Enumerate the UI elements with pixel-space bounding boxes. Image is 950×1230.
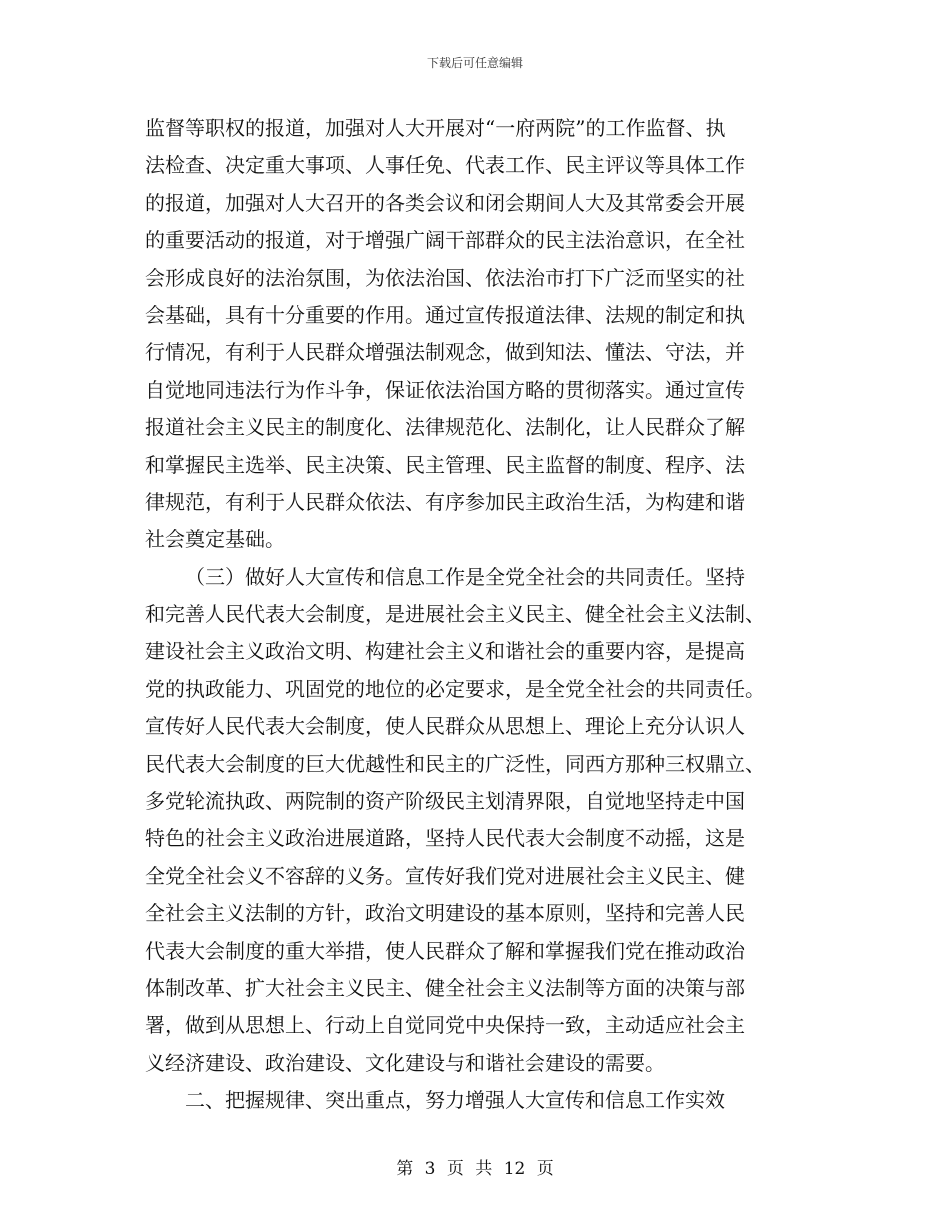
- text-line: 社会奠定基础。: [145, 527, 285, 552]
- text-line: 特色的社会主义政治进展道路，坚持人民代表大会制度不动摇，这是: [145, 826, 745, 851]
- text-line: 全党全社会义不容辞的义务。宣传好我们党对进展社会主义民主、健: [145, 863, 745, 888]
- text-line: 自觉地同违法行为作斗争，保证依法治国方略的贯彻落实。通过宣传: [145, 377, 745, 402]
- text-line: 党的执政能力、巩固党的地位的必定要求，是全党全社会的共同责任。: [145, 676, 765, 701]
- text-line: 体制改革、扩大社会主义民主、健全社会主义法制等方面的决策与部: [145, 975, 745, 1000]
- text-line: 民代表大会制度的巨大优越性和民主的广泛性，同西方那种三权鼎立、: [145, 751, 765, 776]
- text-line: 监督等职权的报道，加强对人大开展对“一府两院”的工作监督、执: [145, 116, 726, 140]
- text-line: 会基础，具有十分重要的作用。通过宣传报道法律、法规的制定和执: [145, 302, 745, 327]
- text-line: 义经济建设、政治建设、文化建设与和谐社会建设的需要。: [145, 1050, 665, 1075]
- page-header: 下载后可任意编辑: [426, 56, 523, 70]
- text-line: 和掌握民主选举、民主决策、民主管理、民主监督的制度、程序、法: [145, 452, 745, 477]
- text-line: 建设社会主义政治文明、构建社会主义和谐社会的重要内容，是提高: [145, 639, 745, 664]
- text-line: 代表大会制度的重大举措，使人民群众了解和掌握我们党在推动政治: [145, 938, 745, 963]
- text-line: 行情况，有利于人民群众增强法制观念，做到知法、懂法、守法，并: [145, 340, 745, 365]
- body-text: [145, 110, 805, 1120]
- text-line: 会形成良好的法治氛围，为依法治国、依法治市打下广泛而坚实的社: [145, 265, 745, 290]
- text-line: 宣传好人民代表大会制度，使人民群众从思想上、理论上充分认识人: [145, 714, 745, 739]
- page-footer: 第 3 页 共 12 页: [396, 1159, 554, 1179]
- text-line: 全社会主义法制的方针，政治文明建设的基本原则，坚持和完善人民: [145, 901, 745, 926]
- text-line: 的重要活动的报道，对于增强广阔干部群众的民主法治意识，在全社: [145, 228, 745, 253]
- text-line: 和完善人民代表大会制度，是进展社会主义民主、健全社会主义法制、: [145, 602, 765, 627]
- text-line: 律规范，有利于人民群众依法、有序参加民主政治生活，为构建和谐: [145, 489, 745, 514]
- section-heading: 二、把握规律、突出重点，努力增强人大宣传和信息工作实效: [185, 1088, 725, 1113]
- text-line: 的报道，加强对人大召开的各类会议和闭会期间人大及其常委会开展: [145, 190, 745, 215]
- paragraph-start-line: （三）做好人大宣传和信息工作是全党全社会的共同责任。坚持: [185, 564, 745, 589]
- text-line: 法检查、决定重大事项、人事任免、代表工作、民主评议等具体工作: [145, 153, 745, 178]
- text-line: 署，做到从思想上、行动上自觉同党中央保持一致，主动适应社会主: [145, 1013, 745, 1038]
- text-line: 多党轮流执政、两院制的资产阶级民主划清界限，自觉地坚持走中国: [145, 789, 745, 814]
- text-line: 报道社会主义民主的制度化、法律规范化、法制化，让人民群众了解: [145, 415, 745, 440]
